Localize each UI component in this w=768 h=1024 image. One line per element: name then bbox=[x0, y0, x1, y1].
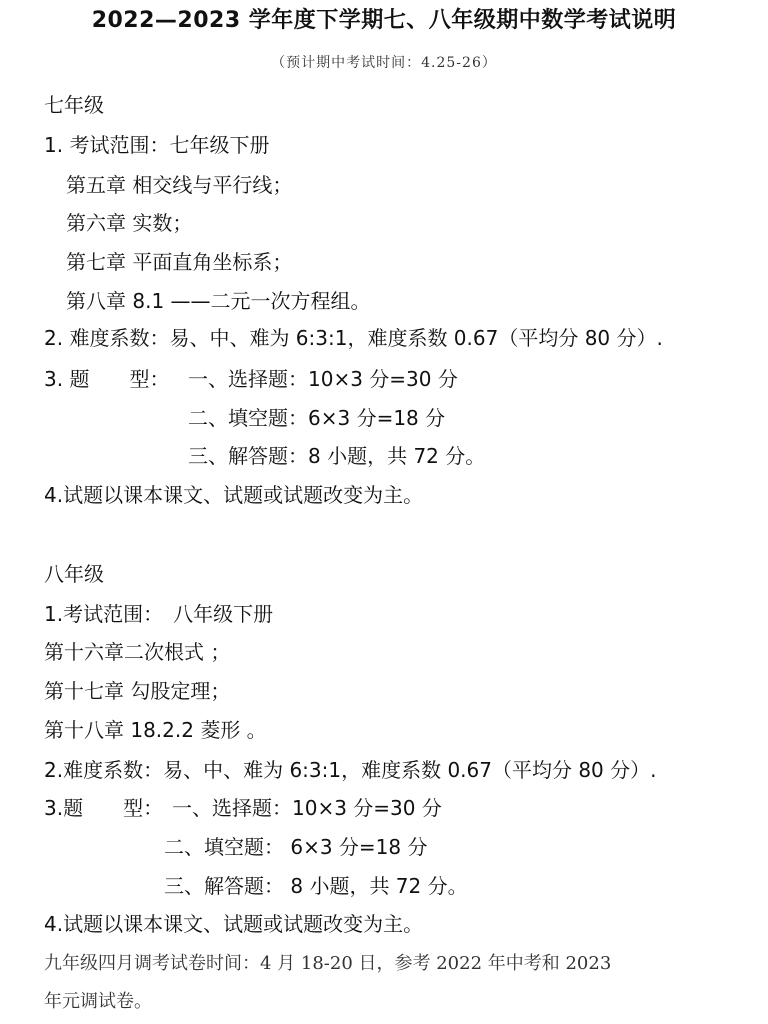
grade7-type-fill: 二、填空题：6×3 分=18 分 bbox=[188, 406, 446, 430]
grade7-type-answer: 三、解答题：8 小题，共 72 分。 bbox=[188, 444, 486, 468]
grade8-difficulty: 2.难度系数：易、中、难为 6:3:1，难度系数 0.67（平均分 80 分）. bbox=[44, 758, 657, 782]
document-title: 2022—2023 学年度下学期七、八年级期中数学考试说明 bbox=[91, 8, 677, 33]
grade8-types-label: 3.题 型： bbox=[44, 796, 164, 820]
grade7-chapter-5: 第五章 相交线与平行线； bbox=[66, 173, 293, 197]
grade8-note: 4.试题以课本课文、试题或试题改变为主。 bbox=[44, 912, 424, 936]
grade8-chapter-18: 第十八章 18.2.2 菱形 。 bbox=[44, 718, 267, 742]
document-subtitle: （预计期中考试时间：4.25-26） bbox=[271, 55, 497, 71]
grade7-difficulty: 2. 难度系数：易、中、难为 6:3:1，难度系数 0.67（平均分 80 分）. bbox=[44, 326, 663, 350]
footer-line-2: 年元调试卷。 bbox=[44, 991, 152, 1012]
grade8-heading: 八年级 bbox=[44, 562, 104, 586]
grade8-type-answer: 三、解答题： 8 小题，共 72 分。 bbox=[164, 874, 468, 898]
grade7-chapter-7: 第七章 平面直角坐标系； bbox=[66, 250, 293, 274]
grade8-type-choice: 一、选择题：10×3 分=30 分 bbox=[172, 796, 442, 820]
grade8-chapter-17: 第十七章 勾股定理； bbox=[44, 679, 231, 703]
grade7-heading: 七年级 bbox=[44, 93, 104, 117]
grade7-scope: 1. 考试范围：七年级下册 bbox=[44, 133, 270, 157]
grade7-note: 4.试题以课本课文、试题或试题改变为主。 bbox=[44, 483, 424, 507]
grade7-types-label: 3. 题 型： bbox=[44, 367, 170, 391]
grade7-type-choice: 一、选择题：10×3 分=30 分 bbox=[188, 367, 458, 391]
footer-line-1: 九年级四月调考试卷时间：4 月 18-20 日，参考 2022 年中考和 2023 bbox=[44, 953, 612, 974]
grade7-chapter-8: 第八章 8.1 ——二元一次方程组。 bbox=[66, 289, 371, 313]
grade8-scope: 1.考试范围： 八年级下册 bbox=[44, 602, 274, 626]
grade8-type-fill: 二、填空题： 6×3 分=18 分 bbox=[164, 835, 428, 859]
grade8-chapter-16: 第十六章二次根式 ； bbox=[44, 640, 231, 664]
grade7-chapter-6: 第六章 实数； bbox=[66, 211, 193, 235]
